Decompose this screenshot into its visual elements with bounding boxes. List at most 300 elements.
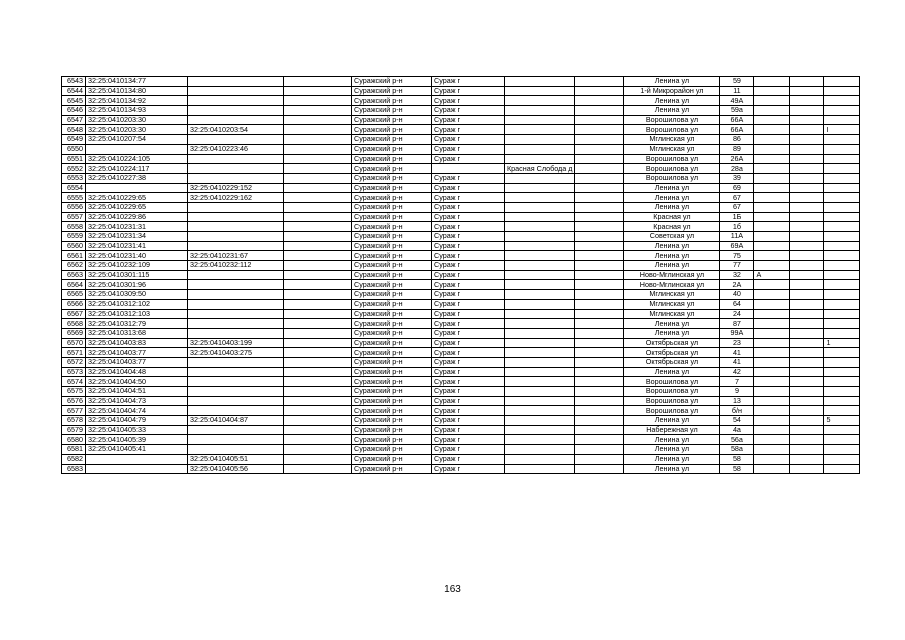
table-cell: 32:25:0410405:41: [86, 445, 188, 455]
table-cell: [86, 464, 188, 474]
table-cell: [86, 144, 188, 154]
table-cell: Сураж г: [432, 77, 505, 87]
table-cell: [284, 154, 352, 164]
table-cell: [790, 396, 824, 406]
table-cell: Ленина ул: [624, 328, 720, 338]
table-cell: [754, 280, 790, 290]
table-cell: Сураж г: [432, 193, 505, 203]
table-cell: [790, 106, 824, 116]
table-cell: 6574: [62, 377, 86, 387]
table-cell: [284, 338, 352, 348]
table-cell: Ново-Мглинская ул: [624, 280, 720, 290]
table-cell: 32:25:0410312:102: [86, 299, 188, 309]
table-cell: Ленина ул: [624, 202, 720, 212]
table-cell: 58а: [720, 445, 754, 455]
table-cell: 32:25:0410404:87: [188, 416, 284, 426]
table-cell: [188, 406, 284, 416]
table-cell: 6543: [62, 77, 86, 87]
table-cell: 6568: [62, 319, 86, 329]
table-row: [62, 445, 860, 455]
table-cell: 66А: [720, 115, 754, 125]
table-row: [62, 367, 860, 377]
table-cell: 6571: [62, 348, 86, 358]
table-cell: Суражский р-н: [352, 435, 432, 445]
table-cell: 32:25:0410229:86: [86, 212, 188, 222]
table-cell: [790, 454, 824, 464]
table-cell: [284, 299, 352, 309]
table-cell: Суражский р-н: [352, 328, 432, 338]
table-cell: [505, 96, 575, 106]
table-cell: [284, 77, 352, 87]
table-cell: 32:25:0410207:54: [86, 135, 188, 145]
table-cell: Ленина ул: [624, 435, 720, 445]
table-cell: [505, 154, 575, 164]
table-cell: Ново-Мглинская ул: [624, 270, 720, 280]
table-cell: Набережная ул: [624, 425, 720, 435]
table-cell: [505, 77, 575, 87]
table-cell: Сураж г: [432, 406, 505, 416]
table-cell: [284, 425, 352, 435]
table-cell: [754, 328, 790, 338]
table-row: [62, 270, 860, 280]
table-cell: Ленина ул: [624, 96, 720, 106]
table-cell: Сураж г: [432, 222, 505, 232]
table-cell: [575, 173, 624, 183]
table-cell: [754, 435, 790, 445]
table-cell: 6580: [62, 435, 86, 445]
table-row: [62, 173, 860, 183]
table-cell: [824, 445, 860, 455]
table-cell: [284, 164, 352, 174]
table-cell: [824, 144, 860, 154]
table-cell: Ворошилова ул: [624, 125, 720, 135]
table-cell: [790, 202, 824, 212]
table-row: [62, 193, 860, 203]
table-cell: 6553: [62, 173, 86, 183]
table-cell: Суражский р-н: [352, 377, 432, 387]
table-cell: 59: [720, 77, 754, 87]
table-cell: Сураж г: [432, 309, 505, 319]
table-cell: [188, 212, 284, 222]
table-cell: [824, 202, 860, 212]
table-cell: [790, 348, 824, 358]
table-cell: [824, 212, 860, 222]
table-cell: [505, 357, 575, 367]
table-cell: [188, 357, 284, 367]
table-cell: 32:25:0410134:77: [86, 77, 188, 87]
table-cell: 67: [720, 202, 754, 212]
table-cell: [505, 183, 575, 193]
table-cell: [824, 135, 860, 145]
table-cell: Ленина ул: [624, 464, 720, 474]
table-cell: 1б: [720, 222, 754, 232]
table-cell: [575, 309, 624, 319]
table-cell: Сураж г: [432, 270, 505, 280]
table-cell: 6557: [62, 212, 86, 222]
table-cell: 6560: [62, 241, 86, 251]
table-cell: Суражский р-н: [352, 280, 432, 290]
table-cell: 40: [720, 290, 754, 300]
table-cell: [575, 144, 624, 154]
table-cell: Сураж г: [432, 280, 505, 290]
table-cell: 69: [720, 183, 754, 193]
table-row: [62, 125, 860, 135]
table-cell: Сураж г: [432, 357, 505, 367]
table-cell: [575, 425, 624, 435]
table-body: [62, 77, 860, 474]
table-cell: [824, 251, 860, 261]
table-cell: [790, 222, 824, 232]
table-cell: [505, 454, 575, 464]
table-cell: [754, 338, 790, 348]
table-cell: 13: [720, 396, 754, 406]
table-cell: Мглинская ул: [624, 135, 720, 145]
table-cell: [790, 367, 824, 377]
table-cell: 6579: [62, 425, 86, 435]
table-cell: 6567: [62, 309, 86, 319]
table-cell: Сураж г: [432, 435, 505, 445]
table-cell: 86: [720, 135, 754, 145]
table-cell: Октябрьская ул: [624, 348, 720, 358]
table-cell: [754, 416, 790, 426]
table-cell: [575, 193, 624, 203]
table-cell: [505, 319, 575, 329]
table-cell: 32:25:0410224:105: [86, 154, 188, 164]
table-cell: [188, 164, 284, 174]
table-cell: 6581: [62, 445, 86, 455]
table-cell: [575, 96, 624, 106]
table-cell: б/н: [720, 406, 754, 416]
table-cell: [790, 416, 824, 426]
table-cell: 28а: [720, 164, 754, 174]
table-cell: [575, 135, 624, 145]
table-cell: [284, 135, 352, 145]
table-cell: Красная ул: [624, 212, 720, 222]
table-cell: [754, 125, 790, 135]
table-cell: [575, 387, 624, 397]
table-cell: Ленина ул: [624, 183, 720, 193]
table-cell: Мглинская ул: [624, 309, 720, 319]
table-cell: 7: [720, 377, 754, 387]
table-cell: 32:25:0410227:38: [86, 173, 188, 183]
table-cell: 32:25:0410223:46: [188, 144, 284, 154]
table-cell: Суражский р-н: [352, 387, 432, 397]
table-cell: Суражский р-н: [352, 290, 432, 300]
table-cell: [824, 86, 860, 96]
table-cell: [824, 319, 860, 329]
table-cell: Суражский р-н: [352, 309, 432, 319]
table-cell: [824, 454, 860, 464]
table-cell: [505, 86, 575, 96]
table-row: [62, 290, 860, 300]
table-cell: 32:25:0410403:77: [86, 348, 188, 358]
table-cell: [284, 464, 352, 474]
table-cell: Ворошилова ул: [624, 396, 720, 406]
table-cell: 32:25:0410134:93: [86, 106, 188, 116]
table-cell: [790, 464, 824, 474]
table-cell: [790, 232, 824, 242]
table-cell: Сураж г: [432, 173, 505, 183]
table-cell: Сураж г: [432, 319, 505, 329]
table-cell: 1Б: [720, 212, 754, 222]
table-cell: [575, 299, 624, 309]
table-cell: 6548: [62, 125, 86, 135]
table-cell: [754, 251, 790, 261]
table-cell: Ворошилова ул: [624, 387, 720, 397]
table-cell: [284, 348, 352, 358]
table-cell: [575, 280, 624, 290]
table-cell: [790, 270, 824, 280]
table-cell: [824, 232, 860, 242]
table-cell: Суражский р-н: [352, 232, 432, 242]
table-cell: [284, 454, 352, 464]
table-cell: 6566: [62, 299, 86, 309]
table-cell: 6549: [62, 135, 86, 145]
table-row: [62, 435, 860, 445]
table-cell: [824, 387, 860, 397]
table-row: [62, 338, 860, 348]
table-cell: [824, 193, 860, 203]
table-cell: [754, 77, 790, 87]
table-cell: [284, 232, 352, 242]
table-cell: [754, 202, 790, 212]
table-cell: 41: [720, 357, 754, 367]
table-row: [62, 454, 860, 464]
table-cell: [575, 212, 624, 222]
table-cell: 6547: [62, 115, 86, 125]
table-cell: Суражский р-н: [352, 406, 432, 416]
table-row: [62, 232, 860, 242]
table-row: [62, 183, 860, 193]
table-cell: 32:25:0410404:50: [86, 377, 188, 387]
table-cell: [188, 222, 284, 232]
table-cell: [505, 232, 575, 242]
table-cell: 24: [720, 309, 754, 319]
table-cell: 5: [824, 416, 860, 426]
table-cell: 69А: [720, 241, 754, 251]
table-cell: 2А: [720, 280, 754, 290]
table-cell: [575, 348, 624, 358]
table-cell: [284, 144, 352, 154]
table-cell: 32:25:0410301:115: [86, 270, 188, 280]
table-cell: 6583: [62, 464, 86, 474]
table-cell: [754, 183, 790, 193]
table-cell: 6551: [62, 154, 86, 164]
table-cell: Суражский р-н: [352, 425, 432, 435]
table-cell: 32:25:0410229:65: [86, 202, 188, 212]
table-row: [62, 164, 860, 174]
table-cell: [575, 241, 624, 251]
table-cell: [790, 212, 824, 222]
table-cell: Ленина ул: [624, 106, 720, 116]
table-cell: Сураж г: [432, 86, 505, 96]
table-cell: [284, 328, 352, 338]
table-cell: [790, 144, 824, 154]
table-cell: Суражский р-н: [352, 299, 432, 309]
table-cell: 11: [720, 86, 754, 96]
table-cell: Ленина ул: [624, 261, 720, 271]
table-cell: [86, 454, 188, 464]
table-cell: [188, 135, 284, 145]
table-row: [62, 299, 860, 309]
table-cell: 6577: [62, 406, 86, 416]
table-cell: [575, 270, 624, 280]
table-cell: [754, 222, 790, 232]
table-cell: [754, 454, 790, 464]
table-cell: [754, 144, 790, 154]
table-cell: [790, 77, 824, 87]
table-cell: [575, 77, 624, 87]
table-cell: [754, 241, 790, 251]
table-cell: 77: [720, 261, 754, 271]
table-cell: Сураж г: [432, 261, 505, 271]
table-cell: [284, 173, 352, 183]
table-cell: [824, 328, 860, 338]
table-row: [62, 241, 860, 251]
table-cell: Сураж г: [432, 425, 505, 435]
table-cell: [284, 251, 352, 261]
table-cell: Сураж г: [432, 445, 505, 455]
table-cell: [188, 154, 284, 164]
table-cell: 23: [720, 338, 754, 348]
table-row: [62, 212, 860, 222]
table-cell: 41: [720, 348, 754, 358]
table-cell: Ленина ул: [624, 241, 720, 251]
table-cell: Ленина ул: [624, 445, 720, 455]
table-cell: [790, 290, 824, 300]
table-cell: [824, 464, 860, 474]
table-cell: Сураж г: [432, 125, 505, 135]
table-cell: 32:25:0410224:117: [86, 164, 188, 174]
table-cell: Сураж г: [432, 144, 505, 154]
table-cell: [505, 135, 575, 145]
table-row: [62, 348, 860, 358]
table-cell: [505, 222, 575, 232]
table-cell: Ленина ул: [624, 416, 720, 426]
table-cell: 6565: [62, 290, 86, 300]
table-cell: Ворошилова ул: [624, 164, 720, 174]
table-cell: [790, 241, 824, 251]
table-cell: [284, 416, 352, 426]
table-cell: [284, 280, 352, 290]
table-cell: Сураж г: [432, 232, 505, 242]
table-cell: [284, 406, 352, 416]
table-cell: [188, 173, 284, 183]
table-row: [62, 251, 860, 261]
table-cell: Суражский р-н: [352, 454, 432, 464]
table-cell: [575, 86, 624, 96]
table-cell: Суражский р-н: [352, 396, 432, 406]
table-cell: 32:25:0410404:79: [86, 416, 188, 426]
table-cell: [188, 377, 284, 387]
table-cell: [188, 106, 284, 116]
table-cell: [284, 309, 352, 319]
table-cell: [505, 241, 575, 251]
table-cell: [824, 270, 860, 280]
table-cell: [824, 96, 860, 106]
table-cell: [575, 125, 624, 135]
table-cell: Суражский р-н: [352, 270, 432, 280]
table-cell: 6561: [62, 251, 86, 261]
table-cell: 67: [720, 193, 754, 203]
table-cell: 54: [720, 416, 754, 426]
table-cell: Суражский р-н: [352, 241, 432, 251]
table-cell: [575, 106, 624, 116]
table-cell: Октябрьская ул: [624, 357, 720, 367]
table-cell: [824, 425, 860, 435]
table-cell: [824, 261, 860, 271]
table-cell: 6562: [62, 261, 86, 271]
table-cell: Суражский р-н: [352, 251, 432, 261]
table-cell: [790, 299, 824, 309]
table-cell: Ленина ул: [624, 454, 720, 464]
table-cell: 64: [720, 299, 754, 309]
table-cell: Суражский р-н: [352, 86, 432, 96]
table-cell: [188, 290, 284, 300]
table-cell: [284, 96, 352, 106]
table-cell: Сураж г: [432, 135, 505, 145]
table-cell: [575, 328, 624, 338]
table-cell: [575, 454, 624, 464]
table-row: [62, 96, 860, 106]
table-cell: [284, 435, 352, 445]
table-cell: [754, 173, 790, 183]
table-cell: [188, 328, 284, 338]
table-cell: [284, 183, 352, 193]
table-cell: 58: [720, 464, 754, 474]
table-cell: А: [754, 270, 790, 280]
table-cell: [754, 232, 790, 242]
table-cell: Ворошилова ул: [624, 377, 720, 387]
table-cell: 26А: [720, 154, 754, 164]
table-cell: Ворошилова ул: [624, 173, 720, 183]
table-cell: [790, 135, 824, 145]
table-cell: 9: [720, 387, 754, 397]
table-cell: [86, 183, 188, 193]
table-cell: 32:25:0410231:40: [86, 251, 188, 261]
table-cell: [432, 164, 505, 174]
table-cell: Суражский р-н: [352, 348, 432, 358]
table-cell: [284, 261, 352, 271]
table-cell: [188, 77, 284, 87]
table-cell: [790, 377, 824, 387]
table-row: [62, 144, 860, 154]
table-cell: 32:25:0410403:77: [86, 357, 188, 367]
table-cell: [790, 425, 824, 435]
table-cell: Сураж г: [432, 106, 505, 116]
table-cell: [790, 173, 824, 183]
table-row: [62, 406, 860, 416]
table-cell: [575, 222, 624, 232]
table-cell: Сураж г: [432, 464, 505, 474]
table-cell: Сураж г: [432, 96, 505, 106]
table-cell: [790, 387, 824, 397]
table-cell: Сураж г: [432, 202, 505, 212]
table-row: [62, 280, 860, 290]
table-cell: Суражский р-н: [352, 96, 432, 106]
table-row: [62, 86, 860, 96]
table-cell: 32:25:0410403:83: [86, 338, 188, 348]
table-cell: [754, 377, 790, 387]
table-cell: [575, 377, 624, 387]
table-cell: [284, 367, 352, 377]
table-cell: 32:25:0410405:56: [188, 464, 284, 474]
table-cell: [505, 212, 575, 222]
table-cell: [575, 435, 624, 445]
table-cell: Сураж г: [432, 154, 505, 164]
table-cell: [188, 435, 284, 445]
table-cell: 32:25:0410231:31: [86, 222, 188, 232]
